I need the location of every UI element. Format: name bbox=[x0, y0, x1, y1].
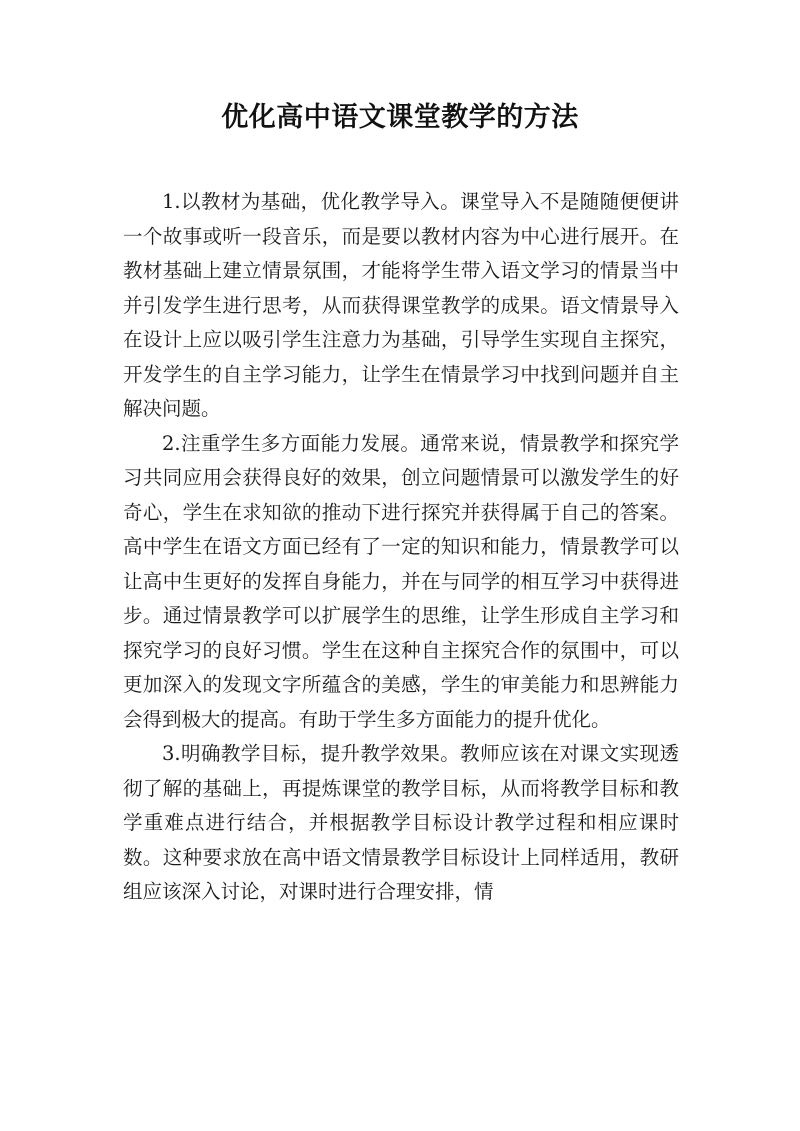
document-body bbox=[123, 185, 679, 910]
paragraph-1: 1.以教材为基础，优化教学导入。课堂导入不是随随便便讲一个故事或听一段音乐，而是要以教材内容为中心进行展开。在教材基础上建立情景氛围，才能将学生带入语文学习的情景当中并引发学生进行思考，从而获得课堂教学的成果。语文情景导入在设计上应以吸引学生注意力为基础，引导学生实现自主探究，开发学生的自主学习能力，让学生在情景学习中找到问题并自主解决问题。 bbox=[123, 190, 679, 420]
paragraph-2: 2.注重学生多方面能力发展。通常来说，情景教学和探究学习共同应用会获得良好的效果，创立问题情景可以激发学生的好奇心，学生在求知欲的推动下进行探究并获得属于自己的答案。高中学生在语文方面已经有了一定的知识和能力，情景教学可以让高中生更好的发挥自身能力，并在与同学的相互学习中获得进步。通过情景教学可以扩展学生的思维，让学生形成自主学习和探究学习的良好习惯。学生在这种自主探究合作的氛围中，可以更加深入的发现文字所蕴含的美感，学生的审美能力和思辨能力会得到极大的提高。有助于学生多方面能力的提升优化。 bbox=[123, 431, 679, 731]
document-title: 优化高中语文课堂教学的方法 bbox=[221, 102, 579, 133]
paragraph-3: 3.明确教学目标，提升教学效果。教师应该在对课文实现透彻了解的基础上，再提炼课堂的教学目标，从而将教学目标和教学重难点进行结合，并根据教学目标设计教学过程和相应课时数。这种要求放在高中语文情景教学目标设计上同样适用，教研组应该深入讨论，对课时进行合理安排，情 bbox=[123, 742, 679, 903]
